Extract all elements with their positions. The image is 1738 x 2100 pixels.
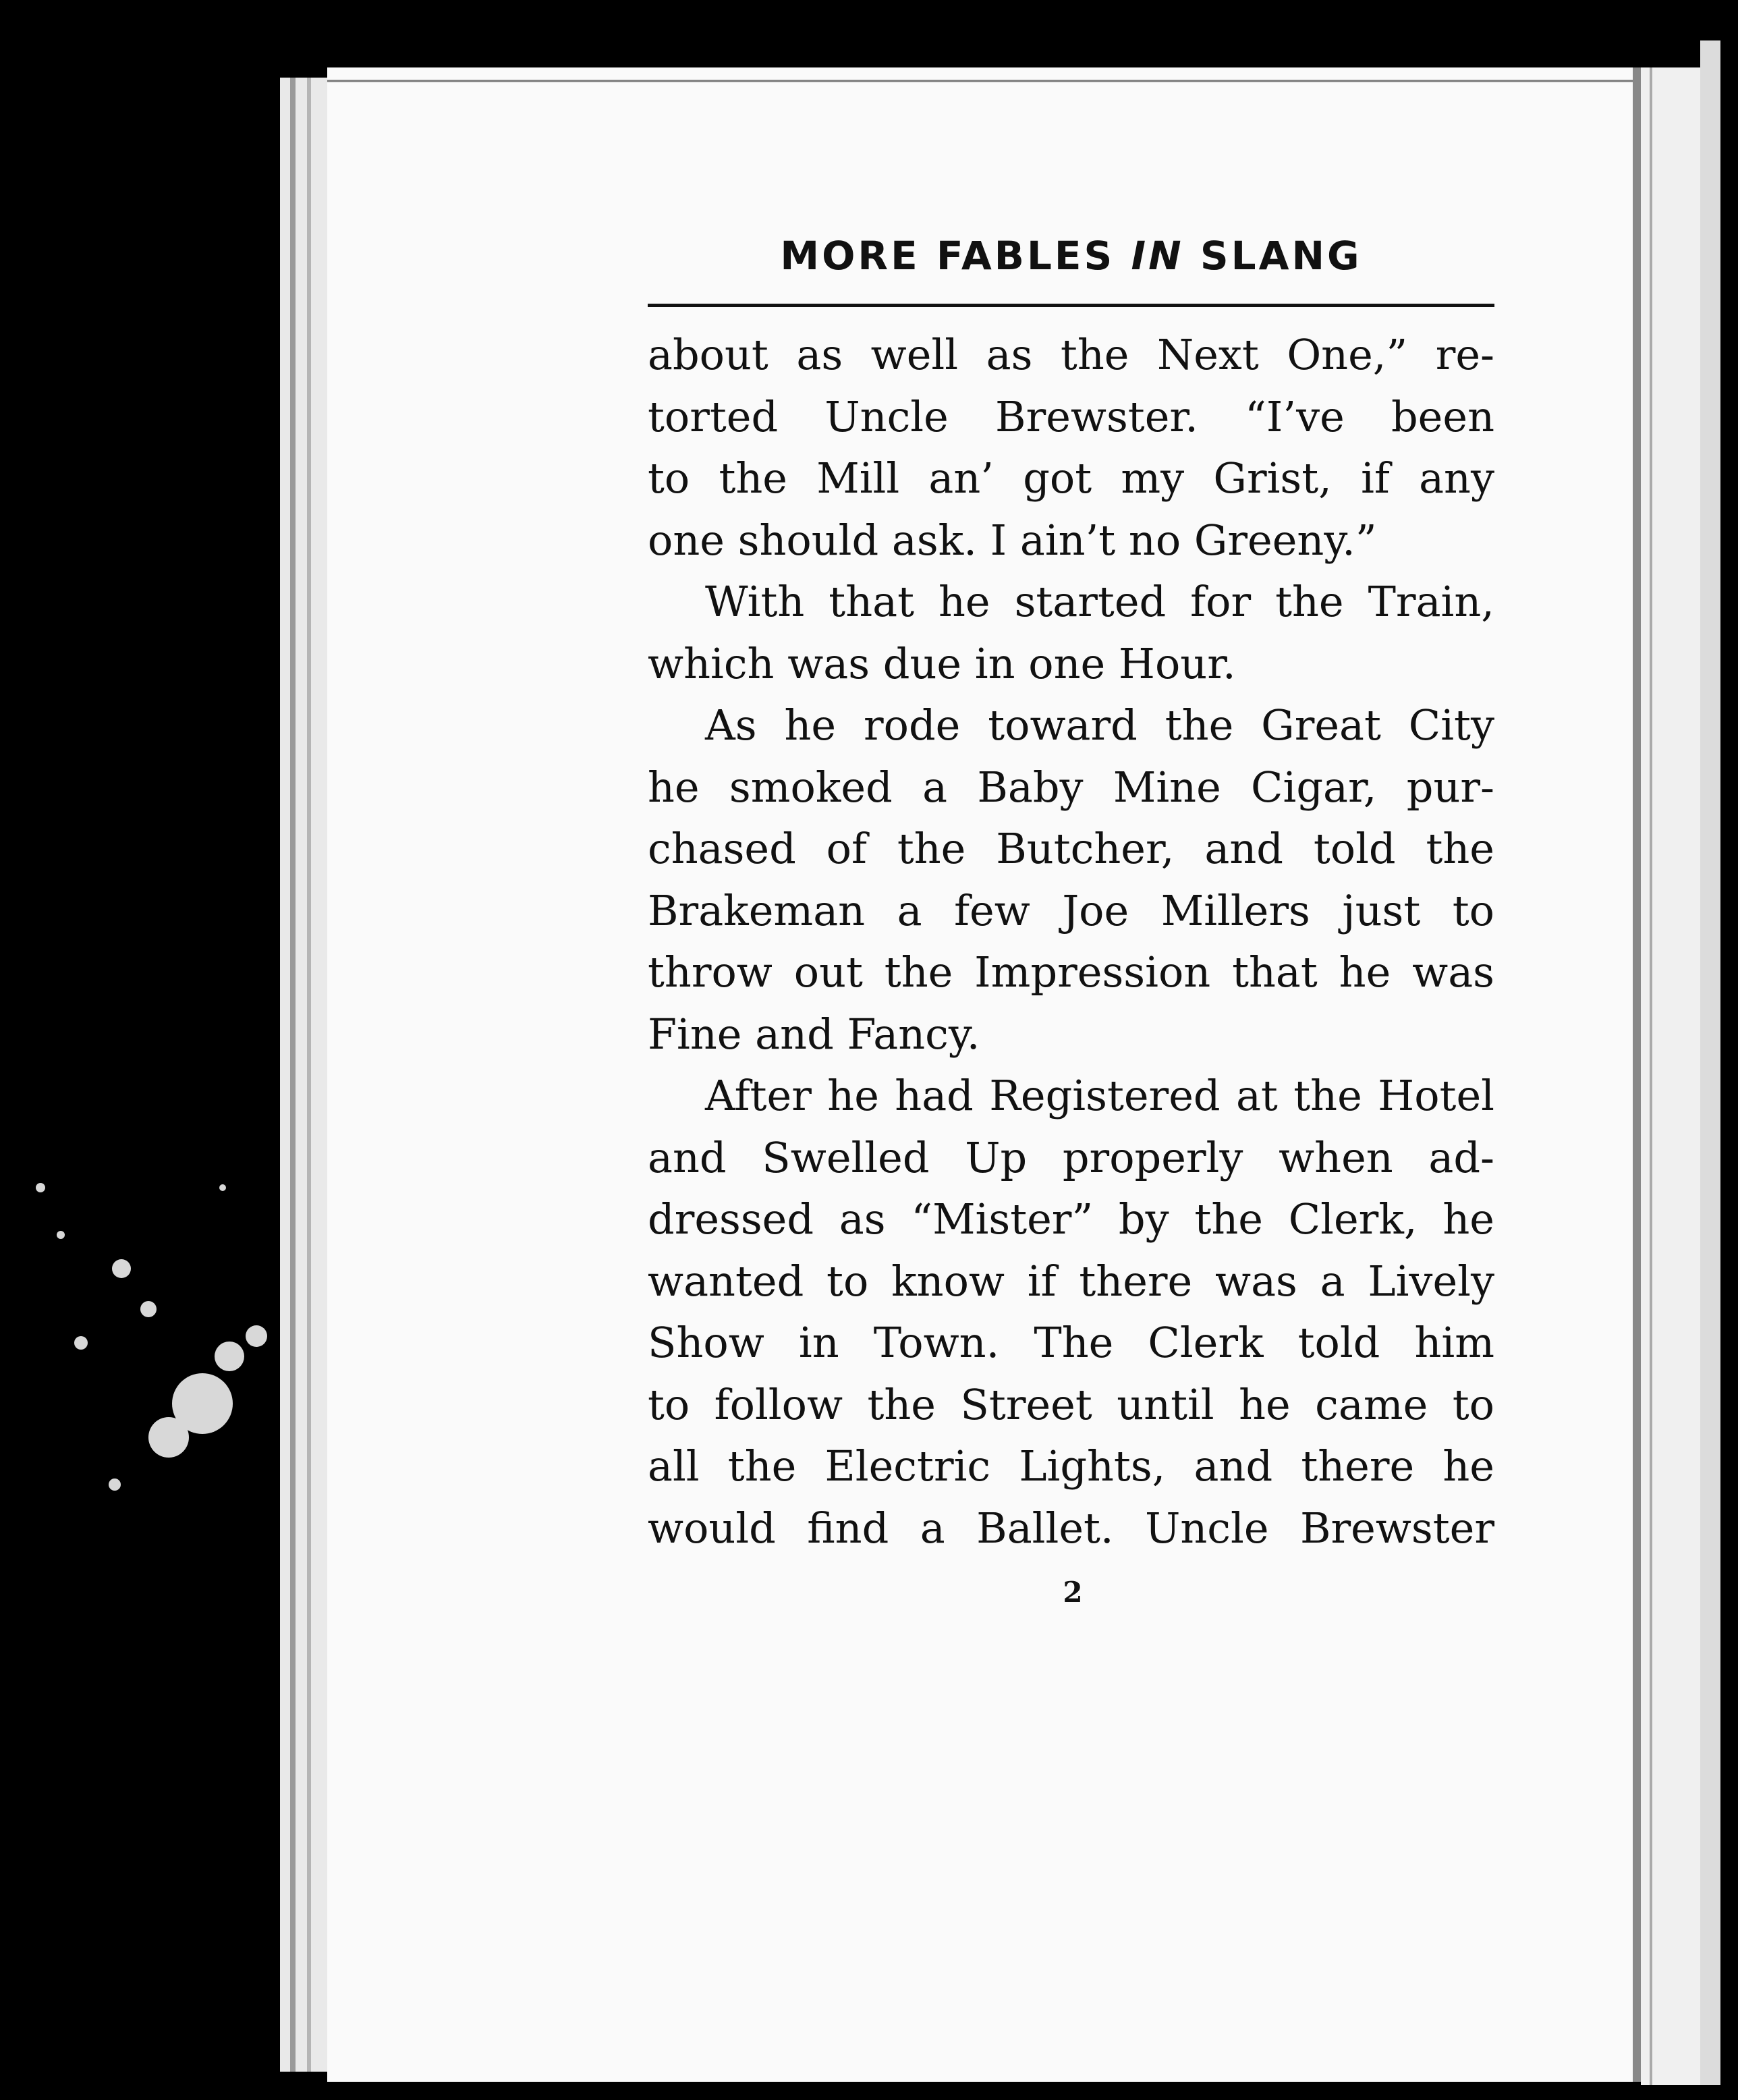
text-line: and Swelled Up properly when ad-: [648, 1132, 1494, 1182]
text-line: would find a Ballet. Uncle Brewster: [648, 1503, 1494, 1553]
page-number: 2: [1063, 1576, 1083, 1609]
text-line: As he rode toward the Great City: [705, 700, 1494, 750]
running-head-in: IN: [1131, 233, 1184, 279]
text-line: which was due in one Hour.: [648, 638, 1236, 688]
text-line: one should ask. I ain’t no Greeny.”: [648, 515, 1377, 565]
running-head-slang: SLANG: [1200, 233, 1362, 279]
text-line: After he had Registered at the Hotel: [705, 1071, 1494, 1120]
text-line: dressed as “Mister” by the Clerk, he: [648, 1194, 1494, 1244]
body-text: [648, 324, 1494, 1559]
text-line: to the Mill an’ got my Grist, if any: [648, 453, 1494, 503]
text-line: Brakeman a few Joe Millers just to: [648, 885, 1494, 935]
text-line: Show in Town. The Clerk told him: [648, 1318, 1494, 1367]
text-line: chased of the Butcher, and told the: [648, 824, 1494, 873]
text-line: throw out the Impression that he was: [648, 947, 1494, 997]
text-line: about as well as the Next One,” re-: [648, 330, 1494, 379]
text-line: torted Uncle Brewster. “I’ve been: [648, 391, 1494, 441]
text-line: wanted to know if there was a Lively: [648, 1256, 1494, 1306]
running-head: [648, 233, 1494, 279]
header-rule: [648, 304, 1494, 307]
text-line: Fine and Fancy.: [648, 1009, 980, 1059]
running-head-title: MORE FABLES: [780, 233, 1115, 279]
text-line: all the Electric Lights, and there he: [648, 1441, 1494, 1491]
text-line: With that he started for the Train,: [705, 577, 1494, 626]
text-line: he smoked a Baby Mine Cigar, pur-: [648, 762, 1494, 812]
text-line: to follow the Street until he came to: [648, 1379, 1494, 1429]
